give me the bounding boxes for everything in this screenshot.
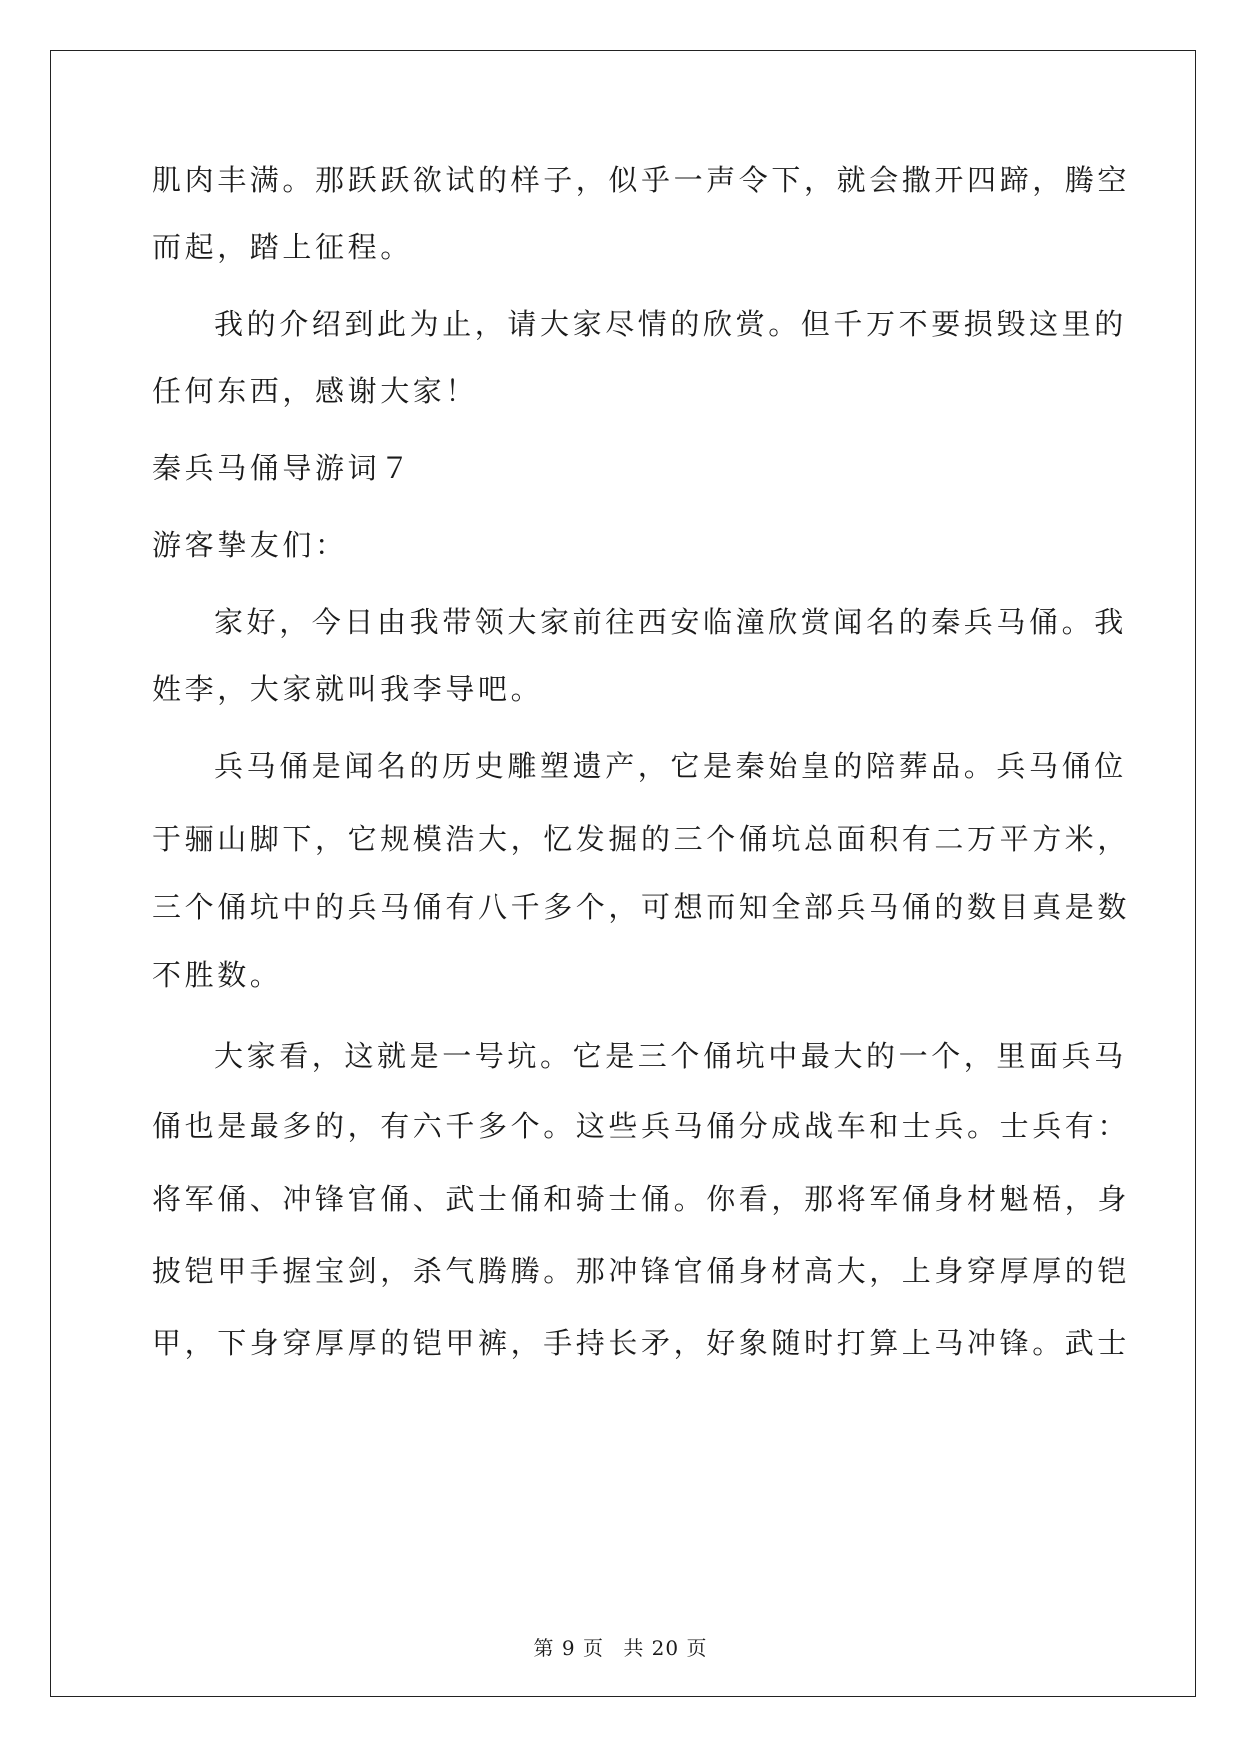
text-line: 肌肉丰满。那跃跃欲试的样子，似乎一声令下，就会撒开四蹄，腾空	[152, 163, 1131, 197]
text-line: 俑也是最多的，有六千多个。这些兵马俑分成战车和士兵。士兵有：	[152, 1109, 1131, 1143]
section-heading: 秦兵马俑导游词７	[152, 451, 413, 485]
text-line: 我的介绍到此为止，请大家尽情的欣赏。但千万不要损毁这里的	[214, 307, 1127, 341]
page-border	[50, 50, 1196, 1697]
text-line: 披铠甲手握宝剑，杀气腾腾。那冲锋官俑身材高大，上身穿厚厚的铠	[152, 1254, 1131, 1288]
salutation: 游客挚友们：	[152, 528, 348, 562]
text-line: 不胜数。	[152, 958, 283, 992]
text-line: 大家看，这就是一号坑。它是三个俑坑中最大的一个，里面兵马	[214, 1039, 1127, 1073]
text-line: 于骊山脚下，它规模浩大，忆发掘的三个俑坑总面积有二万平方米，	[152, 822, 1131, 856]
text-line: 而起，踏上征程。	[152, 230, 413, 264]
text-line: 将军俑、冲锋官俑、武士俑和骑士俑。你看，那将军俑身材魁梧，身	[152, 1182, 1131, 1216]
text-line: 甲，下身穿厚厚的铠甲裤，手持长矛，好象随时打算上马冲锋。武士	[152, 1326, 1131, 1360]
text-line: 兵马俑是闻名的历史雕塑遗产，它是秦始皇的陪葬品。兵马俑位	[214, 749, 1127, 783]
text-line: 家好，今日由我带领大家前往西安临潼欣赏闻名的秦兵马俑。我	[214, 605, 1127, 639]
page-footer	[0, 1632, 1241, 1661]
text-line: 姓李，大家就叫我李导吧。	[152, 672, 544, 706]
page-total: 共 20 页	[623, 1636, 708, 1660]
text-line: 任何东西，感谢大家！	[152, 374, 479, 408]
page-number: 第 9 页	[533, 1636, 604, 1660]
text-line: 三个俑坑中的兵马俑有八千多个，可想而知全部兵马俑的数目真是数	[152, 890, 1131, 924]
